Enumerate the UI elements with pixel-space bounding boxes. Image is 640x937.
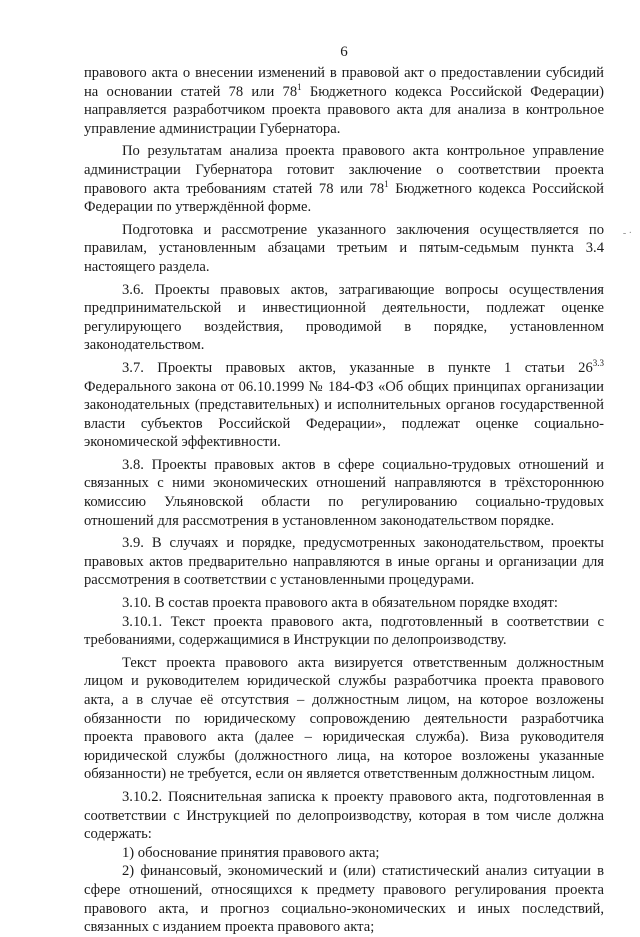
paragraph-text: Бюджетного кодекса Российской Федерации по утверждённой форме. xyxy=(84,180,604,216)
superscript: 1 xyxy=(384,178,389,189)
paragraph-text: 3.7. Проекты правовых актов, указанные в пункте 1 статьи 26 xyxy=(122,359,593,376)
paragraph-text: 3.10.1. Текст проекта правового акта, подготовленный в соответствии с требованиями, содержащимися в Инструкции по делопроизводству. xyxy=(84,613,604,649)
paragraph-7 xyxy=(84,534,604,590)
superscript: 1 xyxy=(297,81,302,92)
paragraph-text: 1) обоснование принятия правового акта; xyxy=(122,844,380,861)
paragraph-2 xyxy=(84,142,604,216)
paragraph-11 xyxy=(84,788,604,844)
paragraph-text: По результатам анализа проекта правового акта контрольное управление администрации Губернатора готовит заключение о соответствии проекта правового акта требованиям статей 78 или 78 xyxy=(84,143,604,197)
paragraph-1 xyxy=(84,64,604,138)
paragraph-5 xyxy=(84,359,604,452)
paragraph-text: Федерального закона от 06.10.1999 № 184-ФЗ «Об общих принципах организации законодательных (представительных) и исполнительных органов государственной власти субъектов Российской Федерации», подлежат оценке социально-экономической эффективности. xyxy=(84,378,604,451)
paragraph-text: 3.10.2. Пояснительная записка к проекту правового акта, подготовленная в соответствии с Инструкцией по делопроизводству, которая в том числе должна содержать: xyxy=(84,788,604,843)
paragraph-13 xyxy=(84,862,604,936)
paragraph-6 xyxy=(84,456,604,530)
paragraph-text: Бюджетного кодекса Российской Федерации) направляется разработчиком проекта правового акта для анализа в контрольное управление администрации Губернатора. xyxy=(84,83,604,137)
paragraph-text: 3.9. В случаях и порядке, предусмотренных законодательством, проекты правовых актов предварительно направляются в иные органы и организации для рассмотрения в соответствии с установленными процедурами. xyxy=(84,535,604,589)
paragraph-text: Текст проекта правового акта визируется ответственным должностным лицом и руководителем юридической службы разработчика проекта правового акта, а в случае её отсутствия – должностным лицом, на которое возложены обязанности по юридическому сопровождению деятельности разработчика проекта правового акта (далее – юридическая служба). Виза руководителя юридической службы (должностного лица, на которое возложены указанные обязанности) не требуется, если он является ответственным должностным лицом. xyxy=(84,654,604,783)
scan-artifact-mark: - · xyxy=(622,228,632,239)
paragraph-3 xyxy=(84,221,604,277)
paragraph-text: Подготовка и рассмотрение указанного заключения осуществляется по правилам, установленным абзацами третьим и пятым-седьмым пункта 3.4 настоящего раздела. xyxy=(84,221,604,275)
paragraph-text: 3.10. В состав проекта правового акта в обязательном порядке входят: xyxy=(122,595,558,612)
document-body xyxy=(84,64,604,937)
paragraph-text: 3.8. Проекты правовых актов в сфере социально-трудовых отношений и связанных с ними экономических отношений направляются в трёхстороннюю комиссию Ульяновской области по регулированию социально-трудовых отношений для рассмотрения в установленном законодательством порядке. xyxy=(84,456,604,529)
paragraph-8 xyxy=(84,594,604,613)
paragraph-4 xyxy=(84,281,604,355)
superscript: 3.3 xyxy=(592,358,604,369)
paragraph-text: 2) финансовый, экономический и (или) статистический анализ ситуации в сфере отношений, относящихся к предмету правового регулирования проекта правового акта, и прогноз социально-экономических и иных последствий, связанных с изданием проекта правового акта; xyxy=(84,863,604,936)
paragraph-text: правового акта о внесении изменений в правовой акт о предоставлении субсидий на основании статей 78 или 78 xyxy=(84,65,604,100)
paragraph-9 xyxy=(84,613,604,650)
paragraph-text: 3.6. Проекты правовых актов, затрагивающие вопросы осуществления предпринимательской и инвестиционной деятельности, подлежат оценке регулирующего воздействия, проводимой в порядке, установленном законодательством. xyxy=(84,281,604,354)
paragraph-10 xyxy=(84,654,604,784)
page-number: 6 xyxy=(340,44,348,60)
paragraph-12 xyxy=(84,844,604,863)
